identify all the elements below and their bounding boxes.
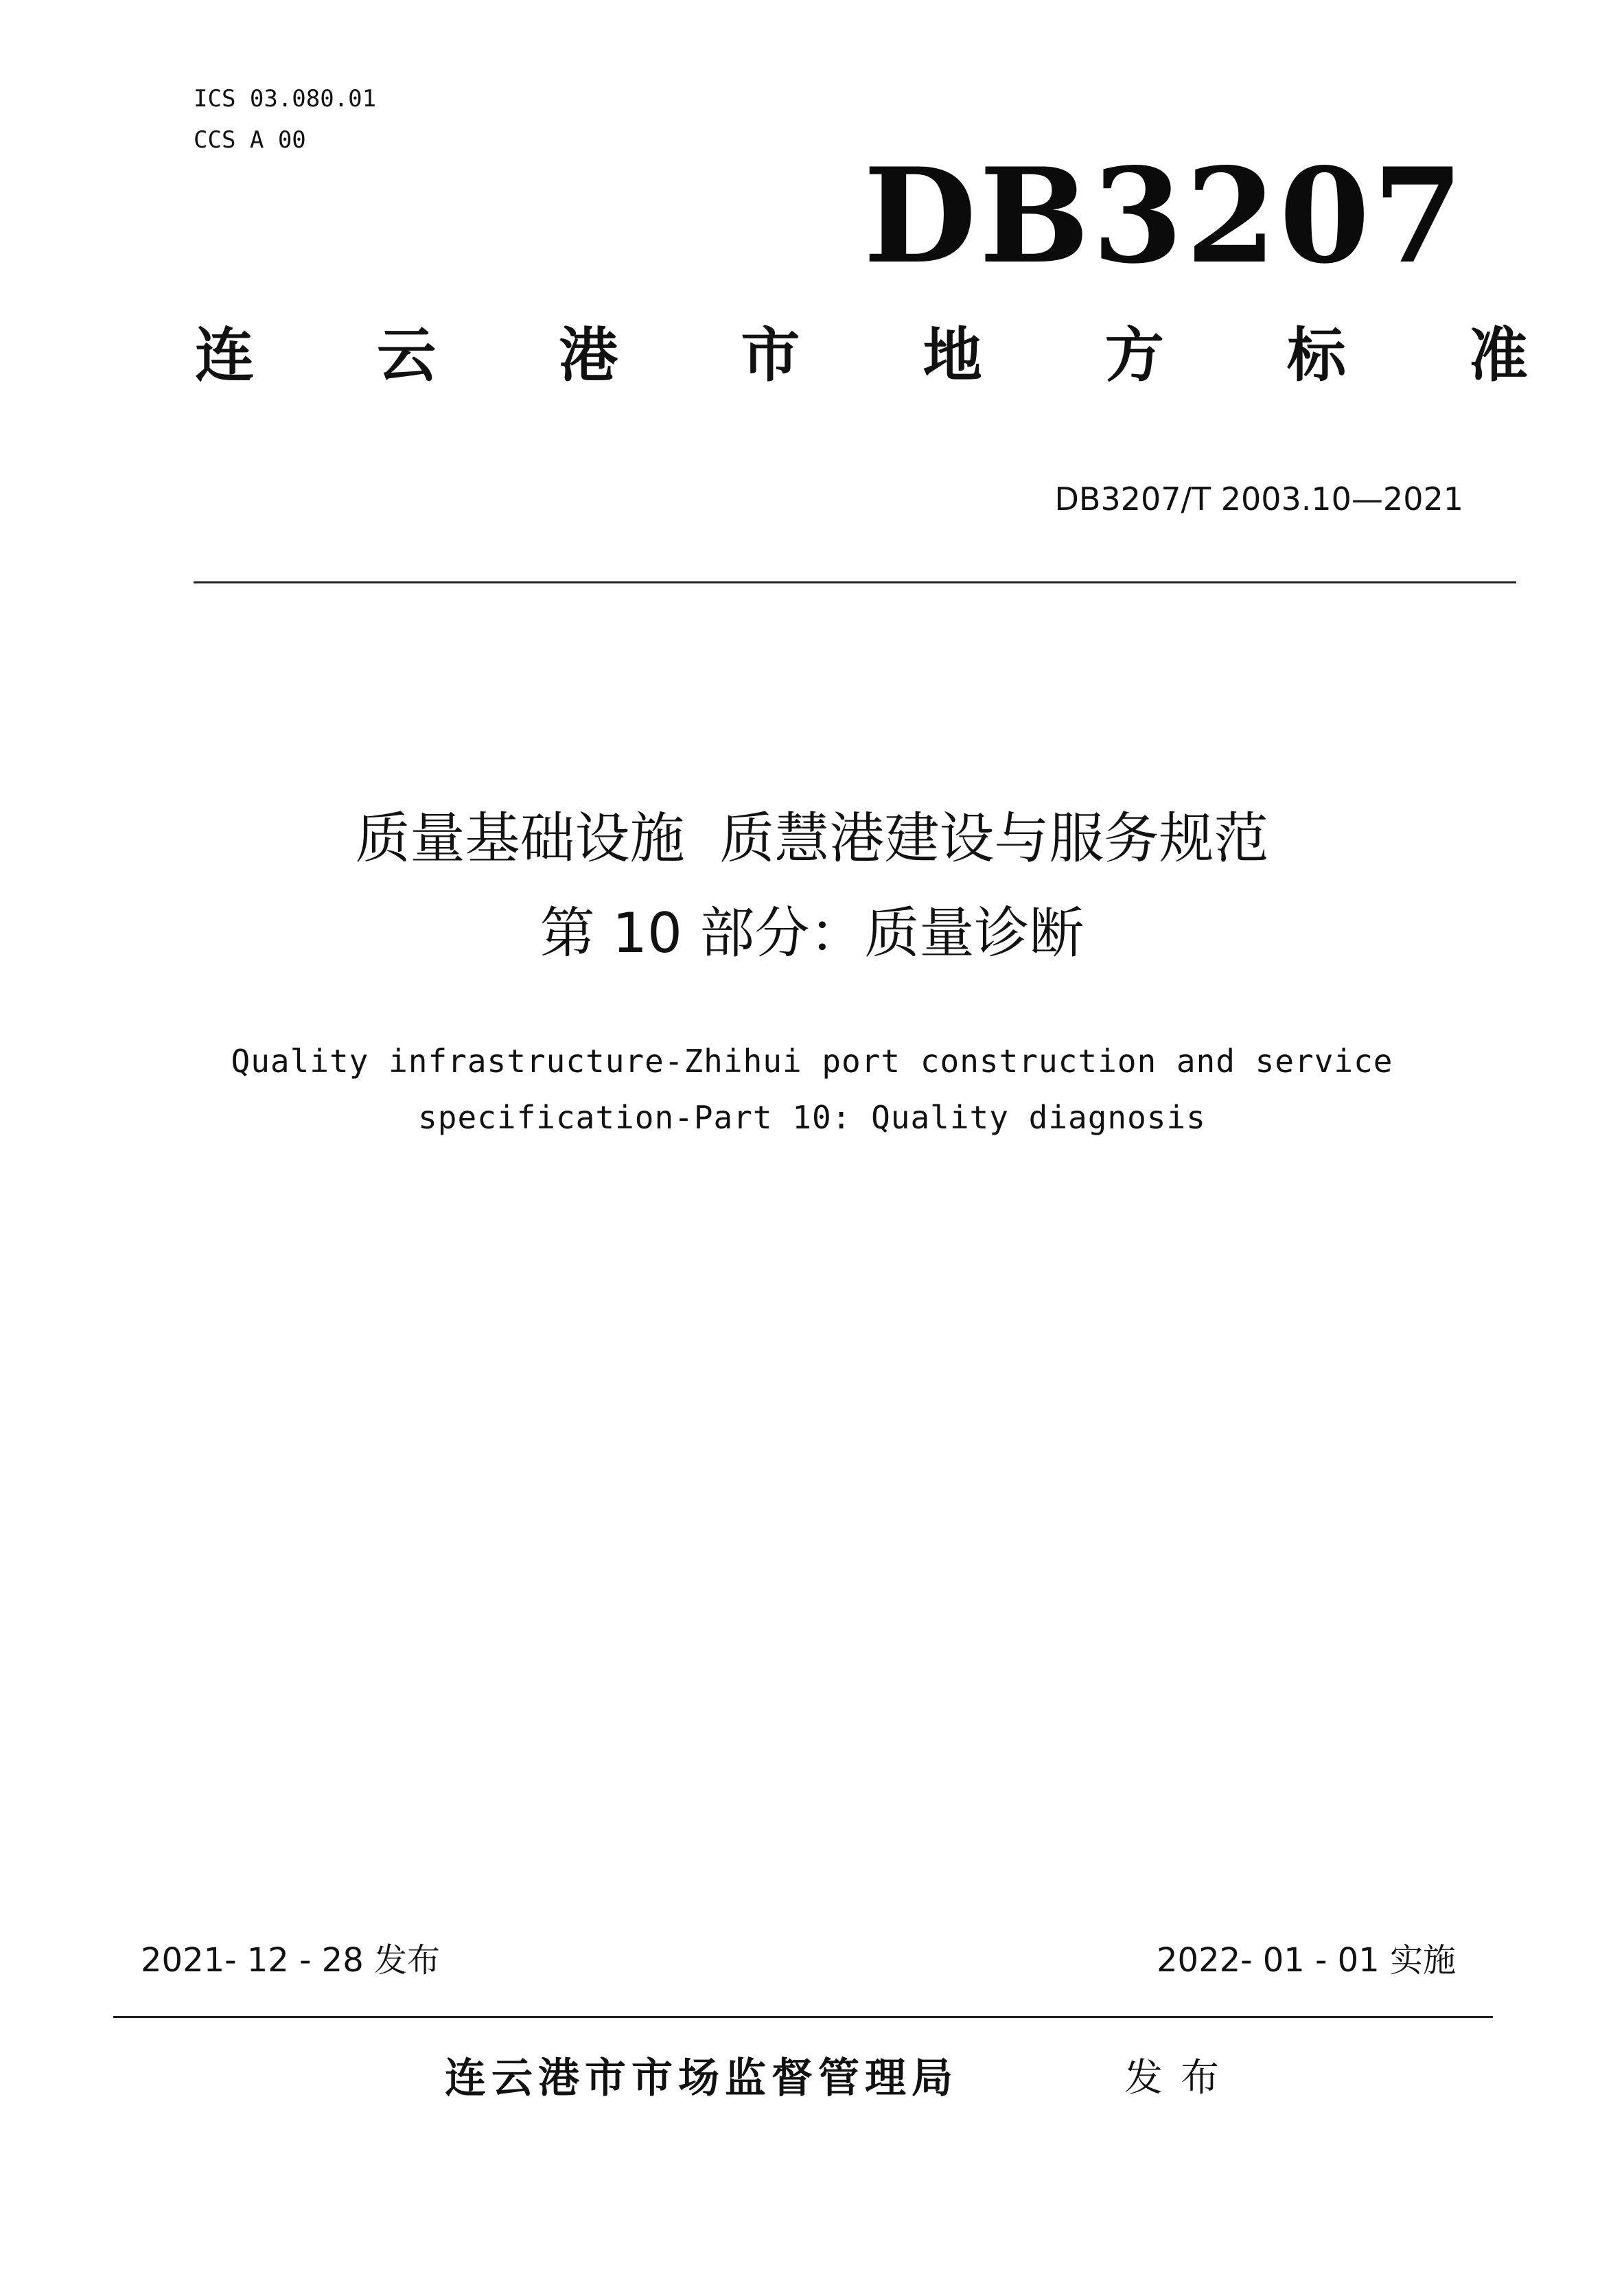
standard-type-char: 连 bbox=[195, 321, 254, 390]
standard-type-char: 地 bbox=[923, 321, 982, 390]
standard-type-char: 云 bbox=[377, 321, 437, 390]
top-divider bbox=[194, 581, 1516, 583]
title-en-line1: Quality infrastructure-Zhihui port construction and service bbox=[231, 1043, 1393, 1080]
standard-number: DB3207/T 2003.10—2021 bbox=[1054, 480, 1463, 518]
standard-type-char: 标 bbox=[1286, 321, 1346, 390]
title-cn-line2: 第 10 部分：质量诊断 bbox=[540, 901, 1084, 965]
standard-type-char: 市 bbox=[741, 321, 800, 390]
ics-code: ICS 03.080.01 bbox=[194, 85, 377, 113]
standard-type-char: 准 bbox=[1468, 321, 1528, 390]
implement-date: 2022- 01 - 01 实施 bbox=[1157, 1941, 1456, 1980]
issuer-action: 发布 bbox=[1124, 2056, 1237, 2100]
standard-mark: DB3207 bbox=[863, 139, 1466, 292]
issue-date: 2021- 12 - 28 发布 bbox=[141, 1941, 440, 1980]
issuer-name: 连云港市市场监督管理局 bbox=[445, 2054, 958, 2102]
standard-type bbox=[195, 321, 1528, 390]
standard-type-char: 方 bbox=[1104, 321, 1164, 390]
standard-type-char: 港 bbox=[559, 321, 618, 390]
title-en-line2: specification-Part 10: Quality diagnosis bbox=[418, 1099, 1206, 1136]
bottom-divider bbox=[113, 2016, 1493, 2018]
title-cn-line1: 质量基础设施 质慧港建设与服务规范 bbox=[355, 807, 1269, 870]
ccs-code: CCS A 00 bbox=[194, 126, 306, 154]
